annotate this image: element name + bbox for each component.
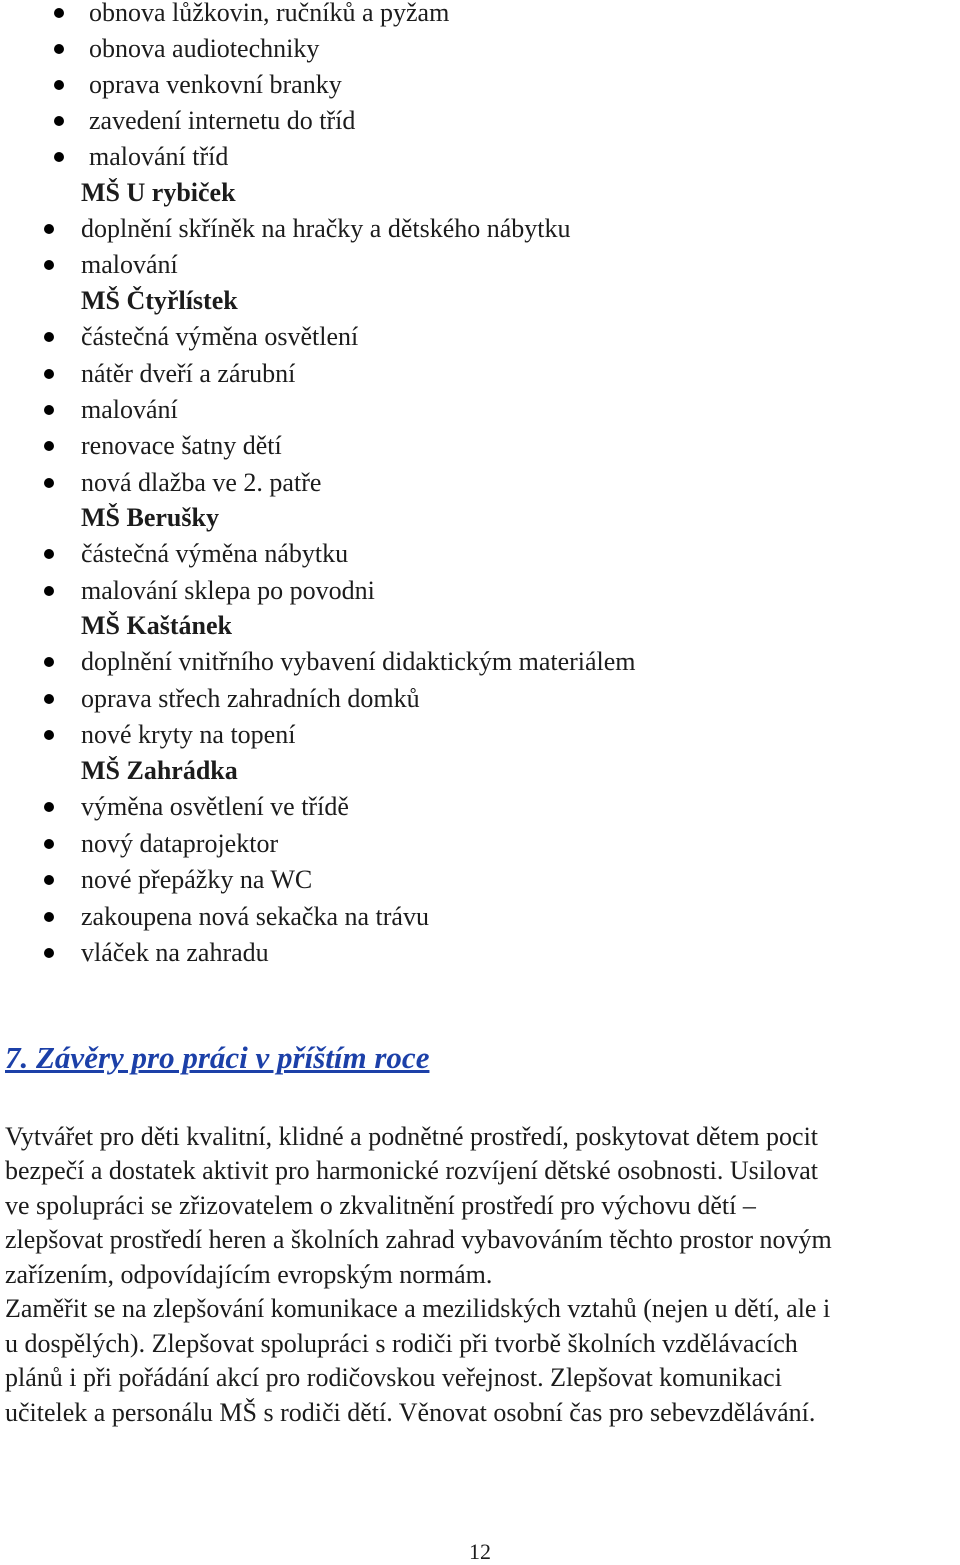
bullet-icon <box>44 586 54 596</box>
paragraph-line: Vytvářet pro děti kvalitní, klidné a podnětné prostředí, poskytovat dětem pocit <box>5 1122 819 1151</box>
bullet-icon <box>44 730 54 740</box>
bullet-icon <box>54 8 64 18</box>
bullet-icon <box>44 657 54 667</box>
bullet-icon <box>44 478 54 488</box>
bullet-icon <box>44 802 54 812</box>
paragraph-line: zlepšovat prostředí heren a školních zahrad vybavováním těchto prostor novým <box>5 1225 832 1254</box>
bullet-icon <box>54 80 64 90</box>
bullet-icon <box>54 44 64 54</box>
bullet-icon <box>54 116 64 126</box>
paragraph-line: bezpečí a dostatek aktivit pro harmonické rozvíjení dětské osobnosti. Usilovat <box>5 1156 819 1185</box>
section-heading: 7. Závěry pro práci v příštím roce <box>5 1040 430 1075</box>
bullet-icon <box>44 405 54 415</box>
page-number: 12 <box>469 1539 491 1564</box>
bullet-icon <box>44 694 54 704</box>
bullet-icon <box>54 152 64 162</box>
bullet-icon <box>44 260 54 270</box>
bullet-icon <box>44 549 54 559</box>
paragraph-line: ve spolupráci se zřizovatelem o zkvalitnění prostředí pro výchovu dětí – <box>5 1191 756 1220</box>
paragraph-line: učitelek a personálu MŠ s rodiči dětí. Věnovat osobní čas pro sebevzdělávání. <box>5 1398 816 1427</box>
bullet-icon <box>44 332 54 342</box>
bullet-icon <box>44 839 54 849</box>
bullet-icon <box>44 948 54 958</box>
bullet-icon <box>44 912 54 922</box>
bullet-icon <box>44 875 54 885</box>
bullet-icon <box>44 441 54 451</box>
bullet-icon <box>44 224 54 234</box>
bullet-icon <box>44 369 54 379</box>
paragraph-line: Zaměřit se na zlepšování komunikace a mezilidských vztahů (nejen u dětí, ale i <box>5 1294 831 1323</box>
paragraph-line: u dospělých). Zlepšovat spolupráci s rodiči při tvorbě školních vzdělávacích <box>5 1329 798 1358</box>
paragraph-line: plánů i při pořádání akcí pro rodičovskou veřejnost. Zlepšovat komunikaci <box>5 1363 782 1392</box>
paragraph-line: zařízením, odpovídajícím evropským normám. <box>5 1260 493 1289</box>
